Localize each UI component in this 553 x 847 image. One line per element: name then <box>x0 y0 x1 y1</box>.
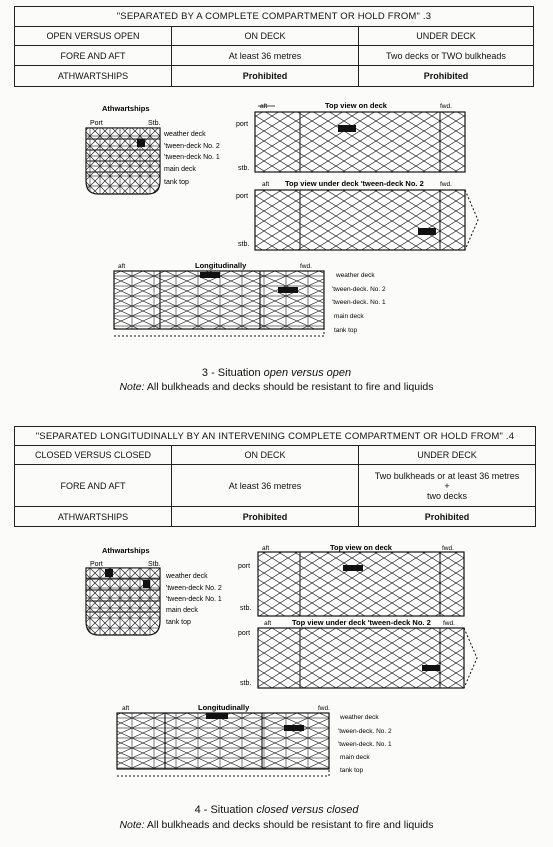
dangerous-goods-marker <box>422 665 440 671</box>
table-cell <box>359 465 536 507</box>
deck-label: 'tween-deck. No. 1 <box>332 299 386 306</box>
deck-label: 'tween-deck. No. 2 <box>338 728 392 735</box>
top-view-on-deck-label: Top view on deck <box>330 543 392 552</box>
port-side-label: port <box>236 121 249 128</box>
deck-label: tank top <box>334 327 358 334</box>
port-side-label: port <box>238 563 251 570</box>
stb-side-label: stb. <box>240 605 252 612</box>
figure-caption-3: 3 - Situation open versus open <box>201 367 352 379</box>
aft-label: aft <box>118 263 126 270</box>
aft-label: aft <box>260 103 268 110</box>
table-cell: ATHWARTSHIPS <box>15 507 172 527</box>
athwartships-label: Athwartships <box>102 104 150 113</box>
fwd-label: fwd. <box>442 545 454 552</box>
deck-label: 'tween-deck No. 1 <box>166 596 222 603</box>
table-cell: Two decks or TWO bulkheads <box>359 46 534 66</box>
table-header-cell: OPEN VERSUS OPEN <box>15 27 172 46</box>
table-cell: At least 36 metres <box>172 46 359 66</box>
table-cell: Prohibited <box>359 66 534 87</box>
stb-side-label: stb. <box>238 241 250 248</box>
stowage-diagram-4 <box>0 538 553 798</box>
deck-label: weather deck <box>164 131 206 138</box>
top-view-deck <box>255 112 465 172</box>
fwd-label: fwd. <box>443 620 455 627</box>
aft-label: aft <box>122 705 130 712</box>
table-header-cell: CLOSED VERSUS CLOSED <box>15 446 172 465</box>
table-header-cell: UNDER DECK <box>359 27 534 46</box>
port-label: Port <box>90 561 103 568</box>
longitudinally-label: Longitudinally <box>195 261 247 270</box>
port-side-label: port <box>236 193 249 200</box>
table-header-cell: ON DECK <box>172 27 359 46</box>
dangerous-goods-marker <box>418 228 436 235</box>
stb-side-label: stb. <box>240 680 252 687</box>
under-deck-line: Two bulkheads or at least 36 metres <box>374 470 520 481</box>
table-cell: Prohibited <box>172 507 359 527</box>
aft-label: aft <box>262 181 270 188</box>
deck-label: main deck <box>164 166 196 173</box>
stowage-diagram-3 <box>0 96 553 356</box>
top-view-under-deck-label: Top view under deck 'tween-deck No. 2 <box>285 179 424 188</box>
deck-label: 'tween-deck No. 2 <box>164 143 220 150</box>
table-cell: Prohibited <box>172 66 359 87</box>
table-cell: Prohibited <box>359 507 536 527</box>
dangerous-goods-marker <box>278 287 298 293</box>
longitudinal-section <box>117 713 329 769</box>
figure-caption-4: 4 - Situation closed versus closed <box>194 804 359 816</box>
deck-label: tank top <box>164 179 189 186</box>
stb-label: Stb. <box>148 120 161 127</box>
deck-label: weather deck <box>340 714 379 721</box>
under-deck-plus: + <box>444 480 450 491</box>
deck-label: weather deck <box>336 272 375 279</box>
segregation-table-3 <box>14 6 534 87</box>
fwd-label: fwd. <box>440 181 452 188</box>
athwartships-label: Athwartships <box>102 546 150 555</box>
port-label: Port <box>90 120 103 127</box>
aft-label: aft <box>264 620 272 627</box>
table-cell: FORE AND AFT <box>15 46 172 66</box>
port-side-label: port <box>238 630 251 637</box>
top-view-under-deck <box>255 190 465 250</box>
dangerous-goods-marker <box>137 139 145 147</box>
fwd-label: fwd. <box>440 103 452 110</box>
deck-label: 'tween-deck No. 1 <box>164 154 220 161</box>
fwd-label: fwd. <box>300 263 312 270</box>
aft-label: aft <box>262 545 270 552</box>
deck-label: main deck <box>340 754 370 761</box>
figure-note-3: Note: All bulkheads and decks should be resistant to fire and liquids <box>119 381 434 393</box>
table-header-cell: ON DECK <box>172 446 359 465</box>
figure-note-4: Note: All bulkheads and decks should be resistant to fire and liquids <box>119 819 434 831</box>
longitudinally-label: Longitudinally <box>198 703 250 712</box>
dangerous-goods-marker <box>105 569 113 577</box>
stb-label: Stb. <box>148 561 161 568</box>
table-cell: At least 36 metres <box>172 465 359 507</box>
table-title: "SEPARATED LONGITUDINALLY BY AN INTERVENING COMPLETE COMPARTMENT OR HOLD FROM" .4 <box>15 427 536 446</box>
deck-label: 'tween-deck. No. 1 <box>338 741 392 748</box>
stb-side-label: stb. <box>238 165 250 172</box>
deck-label: main deck <box>334 313 364 320</box>
top-view-under-deck-label: Top view under deck 'tween-deck No. 2 <box>292 618 431 627</box>
dangerous-goods-marker <box>338 125 356 132</box>
dangerous-goods-marker <box>143 580 150 588</box>
deck-label: 'tween-deck No. 2 <box>166 585 222 592</box>
dangerous-goods-marker <box>200 272 220 278</box>
dangerous-goods-marker <box>206 713 228 719</box>
top-view-under-deck <box>258 628 464 688</box>
table-cell: FORE AND AFT <box>15 465 172 507</box>
top-view-deck <box>258 552 464 616</box>
segregation-table-4 <box>14 426 536 527</box>
fwd-label: fwd. <box>318 705 330 712</box>
table-title: "SEPARATED BY A COMPLETE COMPARTMENT OR HOLD FROM" .3 <box>15 7 534 27</box>
top-view-on-deck-label: Top view on deck <box>325 101 387 110</box>
deck-label: tank top <box>166 619 191 626</box>
longitudinal-section <box>114 271 324 329</box>
deck-label: weather deck <box>166 573 208 580</box>
deck-label: 'tween-deck. No. 2 <box>332 286 386 293</box>
deck-label: main deck <box>166 607 198 614</box>
dangerous-goods-marker <box>343 565 363 571</box>
table-header-cell: UNDER DECK <box>359 446 536 465</box>
deck-label: tank top <box>340 767 364 774</box>
dangerous-goods-marker <box>284 725 304 731</box>
table-cell: ATHWARTSHIPS <box>15 66 172 87</box>
under-deck-line: two decks <box>426 490 468 501</box>
